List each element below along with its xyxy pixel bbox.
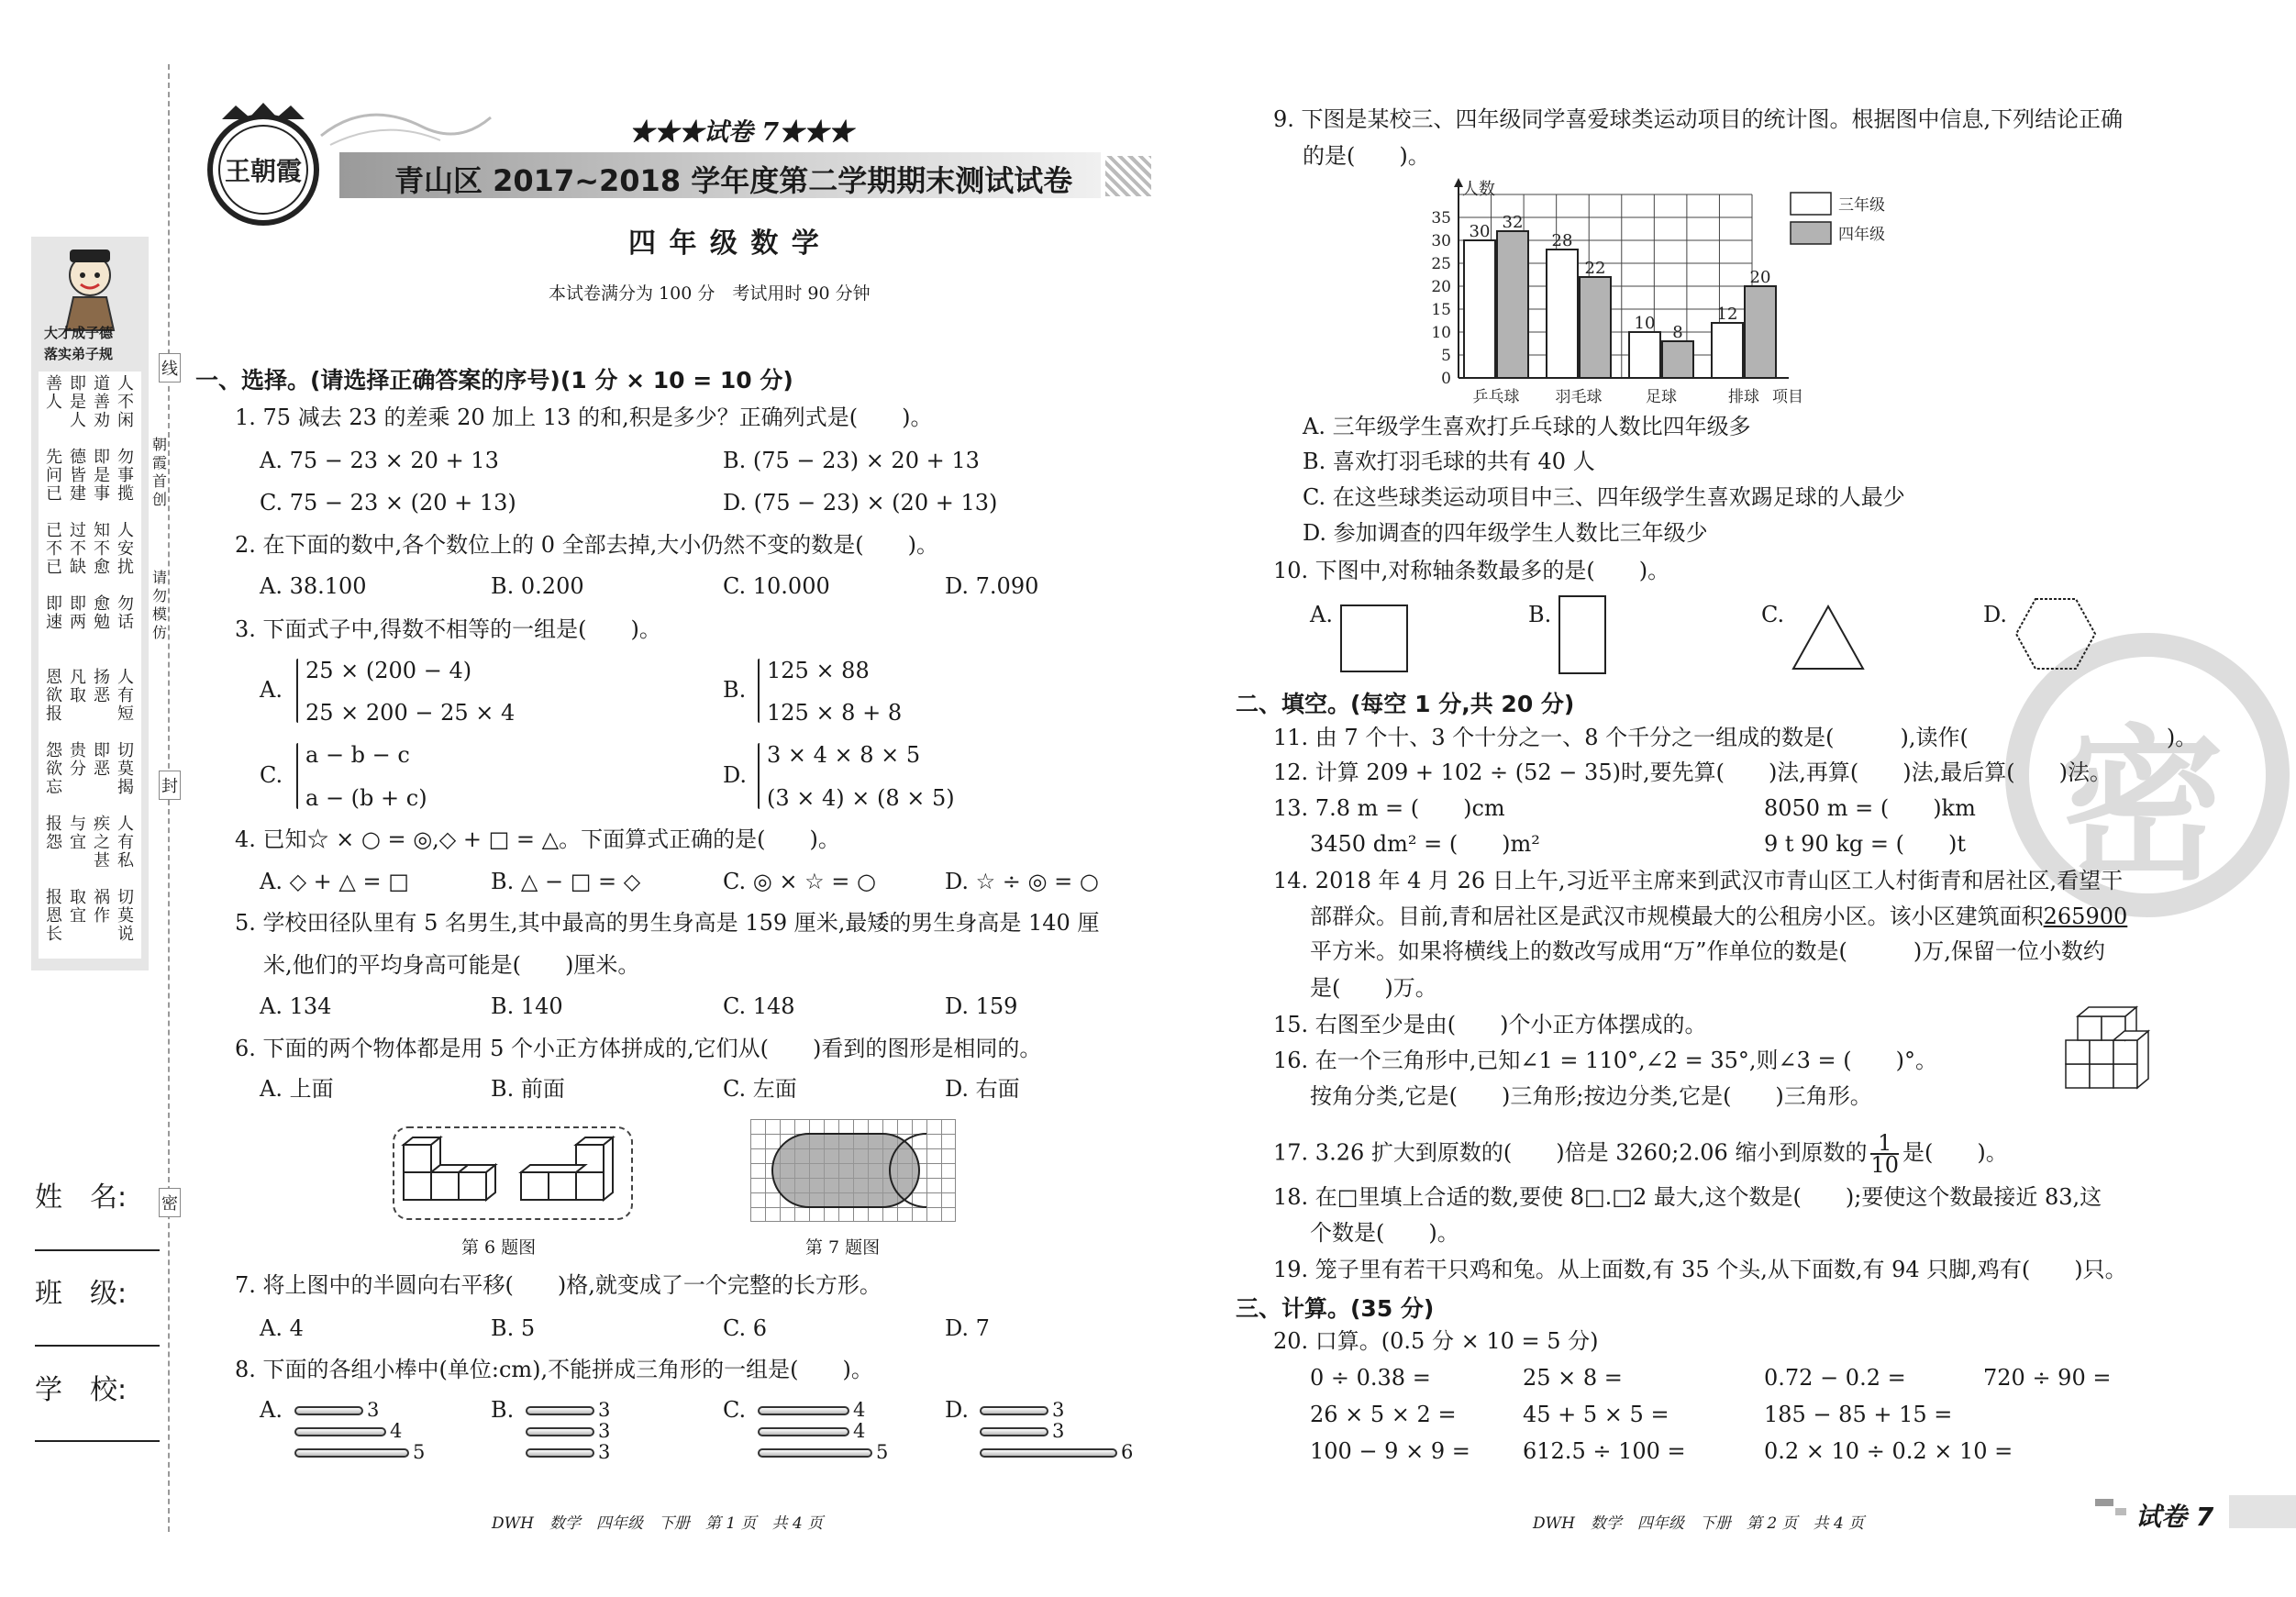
- proverb-3-4: 人安扰: [117, 521, 134, 577]
- triangle-shape-icon: [1791, 604, 1866, 671]
- exam-subtitle: 四 年 级 数 学: [628, 227, 821, 260]
- q8-stick: [526, 1406, 594, 1415]
- proverb-1-3: 道善劝: [94, 374, 110, 430]
- q15-text: 15. 右图至少是由( )个小正方体摆成的。: [1273, 1012, 1707, 1037]
- binding-label-seal: 封: [159, 771, 181, 800]
- q3-option-b[interactable]: B.: [723, 677, 747, 703]
- q8-text: 8. 下面的各组小棒中(单位:cm),不能拼成三角形的一组是( )。: [235, 1357, 873, 1382]
- chart-legend-swatch: [1791, 222, 1831, 244]
- q3-a-brace: [296, 659, 298, 723]
- chart-data-label: 22: [1584, 259, 1606, 278]
- q4-text: 4. 已知☆ × ○ = ◎,◇ + □ = △。下面算式正确的是( )。: [235, 826, 840, 852]
- q16-line1: 16. 在一个三角形中,已知∠1 = 110°,∠2 = 35°,则∠3 = ( )°。: [1273, 1048, 1937, 1073]
- proverb-5-2: 凡取: [70, 668, 86, 705]
- proverb-4-2: 即两: [70, 594, 86, 632]
- chart-category-label: 乒乓球: [1472, 388, 1520, 406]
- q3-d-brace: [758, 743, 760, 809]
- name-label: 姓 名:: [35, 1181, 128, 1214]
- chart-y-tick-label: 20: [1431, 278, 1451, 296]
- q9-option-d[interactable]: D. 参加调查的四年级学生人数比三年级少: [1303, 520, 1708, 546]
- q7-option-b[interactable]: B. 5: [491, 1315, 536, 1341]
- q10-option-c[interactable]: C.: [1761, 602, 1785, 627]
- proverb-7-4: 人有私: [117, 815, 134, 871]
- chart-data-label: 8: [1672, 323, 1683, 342]
- q3-a-expr1: 25 × (200 − 4): [305, 658, 472, 683]
- q13-part2: 8050 m = ( )km: [1764, 795, 1976, 821]
- section-2-heading: 二、填空。(每空 1 分,共 20 分): [1236, 691, 1575, 717]
- chart-legend-label: 三年级: [1838, 196, 1885, 215]
- hexagon-shape-icon: [2014, 596, 2097, 671]
- chart-data-label: 32: [1502, 213, 1524, 232]
- q1-option-c[interactable]: C. 75 − 23 × (20 + 13): [260, 490, 516, 516]
- q8-stick: [526, 1448, 594, 1458]
- copyright-label-1: 朝霞首创: [152, 436, 168, 508]
- proverb-2-1: 先问已: [46, 448, 62, 504]
- q3-c-expr2: a − (b + c): [305, 785, 427, 811]
- proverb-7-1: 报怨: [46, 815, 62, 852]
- chart-data-label: 30: [1469, 222, 1491, 241]
- q8-stick-length: 5: [413, 1441, 426, 1463]
- calc-item: 720 ÷ 90 =: [1983, 1365, 2112, 1391]
- sidebar-motto-2: 落实弟子规: [44, 346, 114, 362]
- calc-item: 0.72 − 0.2 =: [1764, 1365, 1906, 1391]
- q7-figure-caption: 第 7 题图: [805, 1237, 881, 1258]
- q1-text: 1. 75 减去 23 的差乘 20 加上 13 的和,积是多少？正确列式是( )。: [235, 405, 933, 430]
- calc-item: 45 + 5 × 5 =: [1523, 1402, 1669, 1427]
- q6-option-b[interactable]: B. 前面: [491, 1076, 565, 1102]
- footer-tab-block: [2229, 1495, 2296, 1528]
- chart-bar: [1745, 286, 1776, 378]
- q4-option-d[interactable]: D. ☆ ÷ ◎ = ○: [945, 869, 1099, 894]
- q8-stick-length: 4: [853, 1399, 866, 1421]
- chart-category-label: 排球: [1728, 388, 1759, 406]
- q8-option-b[interactable]: B.: [491, 1397, 515, 1423]
- chart-data-label: 10: [1634, 314, 1656, 333]
- chart-bar: [1629, 332, 1660, 378]
- chart-data-label: 12: [1716, 305, 1738, 324]
- class-label: 班 级:: [35, 1278, 128, 1310]
- square-shape-icon: [1339, 604, 1409, 673]
- q7-text: 7. 将上图中的半圆向右平移( )格,就变成了一个完整的长方形。: [235, 1272, 882, 1298]
- calc-item: 25 × 8 =: [1523, 1365, 1623, 1391]
- q8-stick-length: 3: [1052, 1399, 1065, 1421]
- q2-option-c[interactable]: C. 10.000: [723, 573, 830, 599]
- q17-text-pre: 17. 3.26 扩大到原数的( )倍是 3260;2.06 缩小到原数的: [1273, 1139, 1868, 1166]
- q1-option-d[interactable]: D. (75 − 23) × (20 + 13): [723, 490, 998, 516]
- q10-option-a[interactable]: A.: [1310, 602, 1333, 627]
- school-label: 学 校:: [35, 1374, 128, 1406]
- q2-option-a[interactable]: A. 38.100: [260, 573, 367, 599]
- q3-b-expr2: 125 × 8 + 8: [767, 700, 903, 726]
- chart-data-label: 28: [1551, 231, 1573, 250]
- q18-line1: 18. 在□里填上合适的数,要使 8□.□2 最大,这个数是( );要使这个数最接近 83,这: [1273, 1184, 2102, 1210]
- q8-stick: [980, 1448, 1117, 1458]
- q8-stick-length: 3: [598, 1420, 611, 1442]
- q14-line2-text: 部群众。目前,青和居社区是武汉市规模最大的公租房小区。该小区建筑面积: [1310, 904, 2044, 929]
- name-field[interactable]: [35, 1249, 160, 1251]
- proverb-8-4: 切莫说: [117, 888, 134, 944]
- chart-y-tick-label: 25: [1431, 255, 1451, 273]
- proverb-8-3: 祸作: [94, 888, 110, 926]
- proverb-7-3: 疾之甚: [94, 815, 110, 871]
- q8-stick: [980, 1406, 1048, 1415]
- calc-item: 100 − 9 × 9 =: [1310, 1438, 1470, 1464]
- calc-item: 185 − 85 + 15 =: [1764, 1402, 1953, 1427]
- chart-y-tick-label: 10: [1431, 324, 1451, 342]
- q14-line1: 14. 2018 年 4 月 26 日上午,习近平主席来到武汉市青山区工人村街青和居社区,看望干: [1273, 868, 2124, 893]
- calc-item: 0 ÷ 0.38 =: [1310, 1365, 1431, 1391]
- footer-right: DWH 数学 四年级 下册 第 2 页 共 4 页: [1533, 1514, 1865, 1533]
- q8-stick: [294, 1406, 363, 1415]
- sidebar-motto-1: 大才成子德: [44, 325, 114, 341]
- footer-left: DWH 数学 四年级 下册 第 1 页 共 4 页: [492, 1514, 824, 1533]
- binding-label-secret: 密: [159, 1188, 181, 1217]
- q6-text: 6. 下面的两个物体都是用 5 个小正方体拼成的,它们从( )看到的图形是相同的。: [235, 1036, 1042, 1061]
- chart-bar: [1464, 240, 1495, 378]
- school-field[interactable]: [35, 1440, 160, 1442]
- q7-option-d[interactable]: D. 7: [945, 1315, 990, 1341]
- q17-fraction: [1870, 1130, 1899, 1178]
- q9-option-a[interactable]: A. 三年级学生喜欢打乒乓球的人数比四年级多: [1303, 414, 1751, 439]
- q6-option-a[interactable]: A. 上面: [260, 1076, 334, 1102]
- chart-legend-swatch: [1791, 193, 1831, 215]
- q9-bar-chart: [1394, 174, 1908, 413]
- q3-c-expr1: a − b − c: [305, 742, 410, 768]
- q8-stick: [980, 1427, 1048, 1436]
- q8-stick-length: 6: [1121, 1441, 1134, 1463]
- chart-y-tick-label: 35: [1431, 209, 1451, 227]
- watermark-text: 密: [2059, 711, 2225, 903]
- exam-title: 青山区 2017~2018 学年度第二学期期末测试试卷: [394, 163, 1073, 198]
- proverb-4-1: 即速: [46, 594, 62, 632]
- q14-line2: [1310, 903, 2127, 930]
- q6-option-c[interactable]: C. 左面: [723, 1076, 797, 1102]
- proverb-4-3: 愈勉: [94, 594, 110, 632]
- brand-logo-text: 王朝霞: [224, 156, 303, 186]
- ribbon-decoration: [312, 99, 495, 154]
- q5-option-b[interactable]: B. 140: [491, 993, 563, 1019]
- exam-badge: ★★★试卷 7★★★: [629, 118, 854, 147]
- q10-option-b[interactable]: B.: [1528, 602, 1552, 627]
- q8-option-c[interactable]: C.: [723, 1397, 747, 1423]
- proverb-5-4: 人有短: [117, 668, 134, 724]
- footer-tab-label: 试卷 7: [2135, 1502, 2214, 1532]
- q7-shape: [750, 1119, 958, 1224]
- q17-text: [1273, 1130, 2008, 1178]
- q8-stick: [526, 1427, 594, 1436]
- q8-stick-length: 3: [1052, 1420, 1065, 1442]
- q13-part3: 3450 dm² = ( )m²: [1310, 831, 1540, 857]
- q3-text: 3. 下面式子中,得数不相等的一组是( )。: [235, 616, 661, 642]
- q7-option-c[interactable]: C. 6: [723, 1315, 768, 1341]
- q14-line3: 平方米。如果将横线上的数改写成用“万”作单位的数是( )万,保留一位小数约: [1310, 938, 2105, 964]
- q8-stick-length: 4: [390, 1420, 403, 1442]
- title-bar-pattern: [1105, 156, 1151, 196]
- section-1-heading: 一、选择。(请选择正确答案的序号)(1 分 × 10 = 10 分): [195, 367, 793, 394]
- section-3-heading: 三、计算。(35 分): [1236, 1295, 1435, 1322]
- calc-item: 0.2 × 10 ÷ 0.2 × 10 =: [1764, 1438, 2013, 1464]
- chart-y-tick-label: 30: [1431, 232, 1451, 250]
- proverb-4-4: 勿话: [117, 594, 134, 632]
- q3-option-c[interactable]: C.: [260, 762, 283, 788]
- q11-text: 11. 由 7 个十、3 个十分之一、8 个千分之一组成的数是( ),读作( )。: [1273, 725, 2198, 750]
- q1-option-b[interactable]: B. (75 − 23) × 20 + 13: [723, 448, 980, 473]
- chart-bar: [1662, 341, 1693, 378]
- q17-fraction-denominator: 10: [1870, 1152, 1899, 1178]
- chart-x-axis-label: 项目: [1772, 388, 1803, 406]
- proverb-5-1: 恩欲报: [46, 668, 62, 724]
- q17-fraction-numerator: 1: [1870, 1133, 1899, 1155]
- q1-option-a[interactable]: A. 75 − 23 × 20 + 13: [260, 448, 499, 473]
- rectangle-shape-icon: [1558, 594, 1607, 675]
- q6-figure-caption: 第 6 题图: [461, 1237, 537, 1258]
- q8-stick: [294, 1448, 409, 1458]
- q5-option-c[interactable]: C. 148: [723, 993, 795, 1019]
- exam-note: 本试卷满分为 100 分 考试用时 90 分钟: [549, 283, 871, 304]
- q4-option-c[interactable]: C. ◎ × ☆ = ○: [723, 869, 876, 894]
- chart-data-label: 20: [1749, 268, 1771, 287]
- q14-line4: 是( )万。: [1310, 975, 1437, 1001]
- q8-stick-length: 5: [876, 1441, 889, 1463]
- calc-item: 612.5 ÷ 100 =: [1523, 1438, 1686, 1464]
- chart-y-tick-label: 5: [1441, 347, 1451, 365]
- proverb-1-4: 人不闲: [117, 374, 134, 430]
- chart-bar: [1712, 323, 1743, 378]
- q16-line2: 按角分类,它是( )三角形;按边分类,它是( )三角形。: [1310, 1083, 1872, 1109]
- chart-category-label: 羽毛球: [1555, 388, 1603, 406]
- chart-legend-label: 四年级: [1838, 226, 1885, 244]
- class-field[interactable]: [35, 1345, 160, 1347]
- q8-stick: [758, 1448, 872, 1458]
- q8-stick: [758, 1406, 849, 1415]
- q8-option-d[interactable]: D.: [945, 1397, 970, 1423]
- calc-item: 26 × 5 × 2 =: [1310, 1402, 1457, 1427]
- q9-line2: 的是( )。: [1303, 143, 1430, 169]
- q12-text: 12. 计算 209 + 102 ÷ (52 − 35)时,要先算( )法,再算( )法,最后算( )法。: [1273, 760, 2113, 785]
- q15-cube-stack: [2064, 998, 2161, 1092]
- chart-y-tick-label: 15: [1431, 301, 1451, 319]
- proverb-1-1: 善人: [46, 374, 62, 412]
- chart-bar: [1580, 277, 1611, 378]
- chart-bar: [1497, 231, 1528, 378]
- q3-b-brace: [758, 659, 760, 723]
- proverb-6-3: 即恶: [94, 741, 110, 779]
- sidebar-proverb-grid: [39, 372, 141, 959]
- q5-line1: 5. 学校田径队里有 5 名男生,其中最高的男生身高是 159 厘米,最矮的男生身高是 140 厘: [235, 910, 1100, 936]
- q13-part4: 9 t 90 kg = ( )t: [1764, 831, 1966, 857]
- q9-option-b[interactable]: B. 喜欢打羽毛球的共有 40 人: [1303, 449, 1595, 474]
- q19-text: 19. 笼子里有若干只鸡和兔。从上面数,有 35 个头,从下面数,有 94 只脚,鸡有( )只。: [1273, 1257, 2127, 1282]
- q14-underlined-number: 265900: [2043, 904, 2128, 929]
- q3-d-expr2: (3 × 4) × (8 × 5): [767, 785, 955, 811]
- q4-option-b[interactable]: B. △ − □ = ◇: [491, 869, 641, 894]
- q3-b-expr1: 125 × 88: [767, 658, 870, 683]
- chart-category-label: 足球: [1646, 388, 1677, 406]
- q20-text: 20. 口算。(0.5 分 × 10 = 5 分): [1273, 1328, 1599, 1354]
- q8-stick: [758, 1427, 849, 1436]
- proverb-7-2: 与宜: [70, 815, 86, 852]
- q8-stick-length: 3: [598, 1399, 611, 1421]
- q5-option-d[interactable]: D. 159: [945, 993, 1018, 1019]
- q3-c-brace: [296, 743, 298, 809]
- q2-text: 2. 在下面的数中,各个数位上的 0 全部去掉,大小仍然不变的数是( )。: [235, 532, 939, 558]
- proverb-8-2: 取宜: [70, 888, 86, 926]
- q8-stick-length: 4: [853, 1420, 866, 1442]
- proverb-8-1: 报恩长: [46, 888, 62, 944]
- chart-bar: [1547, 250, 1578, 378]
- q6-option-d[interactable]: D. 右面: [945, 1076, 1020, 1102]
- q5-option-a[interactable]: A. 134: [260, 993, 332, 1019]
- proverb-2-2: 德皆建: [70, 448, 86, 504]
- q8-stick-length: 3: [367, 1399, 380, 1421]
- q4-option-a[interactable]: A. ◇ + △ = □: [260, 869, 409, 894]
- proverb-3-2: 过不缺: [70, 521, 86, 577]
- proverb-3-1: 已不已: [46, 521, 62, 577]
- q18-line2: 个数是( )。: [1310, 1220, 1459, 1246]
- q2-option-b[interactable]: B. 0.200: [491, 573, 584, 599]
- q3-option-d[interactable]: D.: [723, 762, 748, 788]
- footer-tab-decoration: [2095, 1499, 2113, 1506]
- q10-option-d[interactable]: D.: [1983, 602, 2008, 627]
- q10-text: 10. 下图中,对称轴条数最多的是( )。: [1273, 558, 1670, 583]
- q5-line2: 米,他们的平均身高可能是( )厘米。: [263, 952, 640, 978]
- q9-option-c[interactable]: C. 在这些球类运动项目中三、四年级学生喜欢踢足球的人最少: [1303, 484, 1905, 510]
- q6-figure: [393, 1126, 633, 1220]
- footer-tab-decoration-2: [2115, 1508, 2126, 1515]
- q8-stick: [294, 1427, 386, 1436]
- proverb-5-3: 扬恶: [94, 668, 110, 705]
- proverb-2-3: 即是事: [94, 448, 110, 504]
- proverb-3-3: 知不愈: [94, 521, 110, 577]
- chart-y-tick-label: 0: [1441, 370, 1451, 388]
- q2-option-d[interactable]: D. 7.090: [945, 573, 1039, 599]
- q3-a-expr2: 25 × 200 − 25 × 4: [305, 700, 516, 726]
- proverb-6-1: 怨欲忘: [46, 741, 62, 797]
- q17-text-post: 是( )。: [1902, 1139, 2008, 1166]
- q8-stick-length: 3: [598, 1441, 611, 1463]
- proverb-6-4: 切莫揭: [117, 741, 134, 797]
- proverb-1-2: 即是人: [70, 374, 86, 430]
- copyright-label-2: 请勿模仿: [152, 569, 168, 641]
- proverb-2-4: 勿事揽: [117, 448, 134, 504]
- scholar-mascot-icon: [48, 240, 132, 332]
- q7-option-a[interactable]: A. 4: [260, 1315, 304, 1341]
- q8-option-a[interactable]: A.: [260, 1397, 283, 1423]
- q3-d-expr1: 3 × 4 × 8 × 5: [767, 742, 921, 768]
- chart-y-axis-label: 人数: [1462, 180, 1495, 199]
- q9-line1: 9. 下图是某校三、四年级同学喜爱球类运动项目的统计图。根据图中信息,下列结论正确: [1273, 106, 2124, 132]
- q13-part1: 13. 7.8 m = ( )cm: [1273, 795, 1505, 821]
- q3-option-a[interactable]: A.: [260, 677, 283, 703]
- proverb-6-2: 贵分: [70, 741, 86, 779]
- binding-label-line: 线: [159, 353, 181, 383]
